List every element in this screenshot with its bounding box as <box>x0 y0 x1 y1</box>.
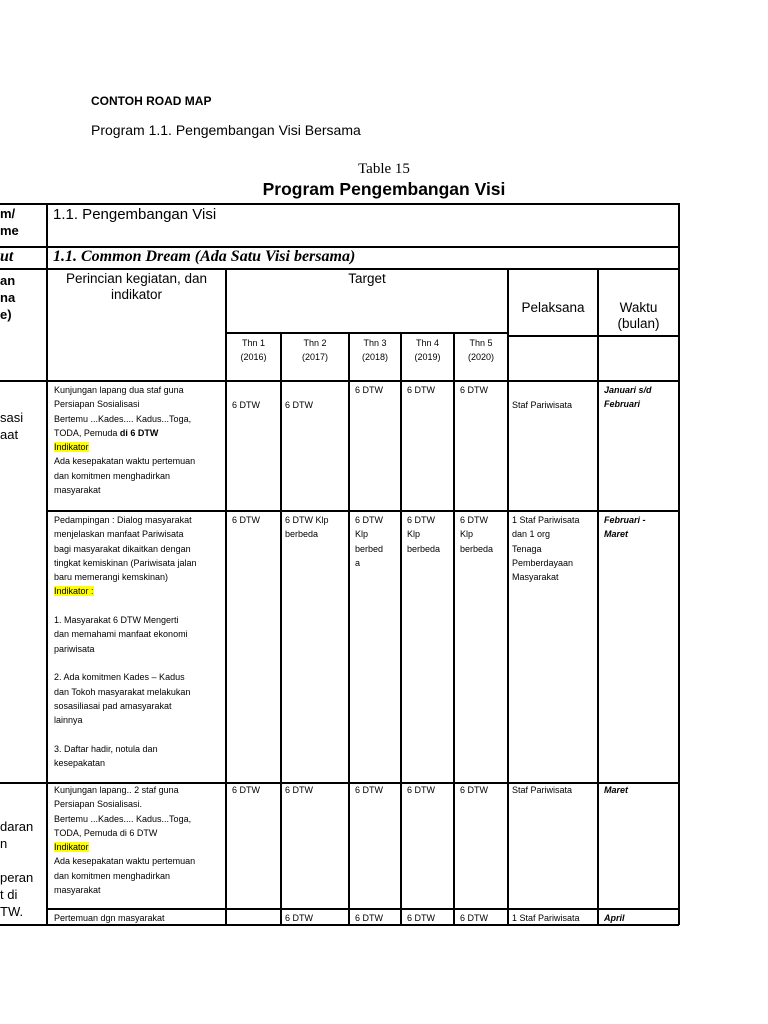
row2-year-4: 6 DTW Klp berbeda <box>407 515 441 554</box>
row4-activity: Pertemuan dgn masyarakat <box>54 913 165 923</box>
program-title: 1.1. Pengembangan Visi <box>53 206 217 223</box>
program-subheading: Program 1.1. Pengembangan Visi Bersama <box>91 122 361 138</box>
row3-indicator-label: Indikator <box>54 842 89 853</box>
year-header-4: Thn 4 (2019) <box>414 338 441 362</box>
year-header-2: Thn 2 (2017) <box>301 338 328 362</box>
row3-time: Maret <box>604 785 629 795</box>
row2-activity <box>54 513 224 770</box>
activity-header: Perincian kegiatan, dan indikator <box>65 271 208 302</box>
grid-line <box>225 332 507 334</box>
grid-line <box>46 908 679 910</box>
row1-activity-bold: di 6 DTW <box>119 427 159 438</box>
row2-executor: 1 Staf Pariwisata dan 1 org Tenaga Pemberdayaan Masyarakat <box>512 515 580 583</box>
grid-line <box>46 510 679 512</box>
row2-year-5: 6 DTW Klp berbeda <box>460 515 494 554</box>
row2-time: Februari - Maret <box>604 515 646 540</box>
grid-line <box>348 332 350 925</box>
year-header-5: Thn 5 (2020) <box>467 338 494 362</box>
grid-line <box>0 203 679 205</box>
row3-year-4: 6 DTW <box>407 785 435 795</box>
row2-year-3: 6 DTW Klp berbed a <box>355 515 384 568</box>
target-header: Target <box>348 271 386 286</box>
row3-indicator-text: Ada kesepakatan waktu pertemuan dan komitmen menghadirkan masyarakat <box>54 856 196 896</box>
row3-executor: Staf Pariwisata <box>512 785 573 795</box>
row4-year-4: 6 DTW <box>407 913 435 923</box>
grid-line <box>0 268 679 270</box>
grid-line <box>280 332 282 925</box>
row2-year-1: 6 DTW <box>232 515 260 525</box>
row3-year-5: 6 DTW <box>460 785 488 795</box>
row1-year-4: 6 DTW <box>407 385 435 395</box>
grid-line <box>453 332 455 925</box>
row1-activity <box>54 383 224 497</box>
row2-indicator-label: Indikator : <box>54 586 94 597</box>
row1-year-5: 6 DTW <box>460 385 488 395</box>
year-header-3: Thn 3 (2018) <box>361 338 388 362</box>
grid-line <box>507 335 679 337</box>
table-caption: Table 15 <box>358 161 410 177</box>
grid-line <box>0 380 679 382</box>
grid-line <box>507 268 509 925</box>
output-label-fragment: ut <box>0 248 14 265</box>
row1-year-3: 6 DTW <box>355 385 383 395</box>
row3-activity-text: Kunjungan lapang.. 2 staf guna Persiapan Sosialisasi. Bertemu ...Kades.... Kadus...Toga, TODA, Pemuda di 6 DTW <box>54 785 192 838</box>
row1-indicator-label: Indikator <box>54 442 89 453</box>
row4-time: April <box>604 913 625 923</box>
row1-year-1: 6 DTW <box>232 400 260 410</box>
grid-line <box>678 203 680 925</box>
grid-line <box>597 268 599 925</box>
table-title: Program Pengembangan Visi <box>262 179 506 199</box>
row4-year-2: 6 DTW <box>285 913 313 923</box>
row3-left-fragment: daran n peran t di TW. <box>0 819 34 919</box>
row3-year-3: 6 DTW <box>355 785 383 795</box>
row4-executor: 1 Staf Pariwisata <box>512 913 580 923</box>
row1-time: Januari s/d Februari <box>604 385 652 410</box>
row3-year-2: 6 DTW <box>285 785 313 795</box>
row3-activity <box>54 783 224 897</box>
time-header: Waktu (bulan) <box>617 300 660 331</box>
grid-line <box>46 203 48 925</box>
row1-left-fragment: sasi aat <box>0 410 24 442</box>
row4-year-3: 6 DTW <box>355 913 383 923</box>
executor-header: Pelaksana <box>521 300 585 315</box>
method-label-fragment: an na e) <box>0 273 16 322</box>
row4-year-5: 6 DTW <box>460 913 488 923</box>
row2-year-2: 6 DTW Klp berbeda <box>285 515 329 540</box>
row1-executor: Staf Pariwisata <box>512 400 573 410</box>
common-dream-title: 1.1. Common Dream (Ada Satu Visi bersama) <box>53 248 356 265</box>
row2-indicator-text: 1. Masyarakat 6 DTW Mengerti dan memahami manfaat ekonomi pariwisata 2. Ada komitmen Kades – Kadus dan Tokoh masyarakat melakukan sosasiliasai pad amasyarakat lainnya 3. Daftar hadir, notula dan kesepakatan <box>54 615 191 769</box>
row1-activity-text: Kunjungan lapang dua staf guna Persiapan Sosialisasi Bertemu ...Kades.... Kadus...Toga, TODA, Pemuda <box>54 385 192 438</box>
row1-year-2: 6 DTW <box>285 400 313 410</box>
page-heading: CONTOH ROAD MAP <box>91 94 212 108</box>
grid-line <box>225 268 227 925</box>
row3-year-1: 6 DTW <box>232 785 260 795</box>
row2-activity-text: Pedampingan : Dialog masyarakat menjelaskan manfaat Pariwisata bagi masyarakat dikaitkan dengan tingkat kemiskinan (Pariwisata jalan baru memerangi kemskinan) <box>54 515 197 583</box>
grid-line <box>400 332 402 925</box>
year-header-1: Thn 1 (2016) <box>240 338 267 362</box>
row1-indicator-text: Ada kesepakatan waktu pertemuan dan komitmen menghadirkan masyarakat <box>54 456 196 496</box>
program-label-fragment: m/ me <box>0 206 19 238</box>
